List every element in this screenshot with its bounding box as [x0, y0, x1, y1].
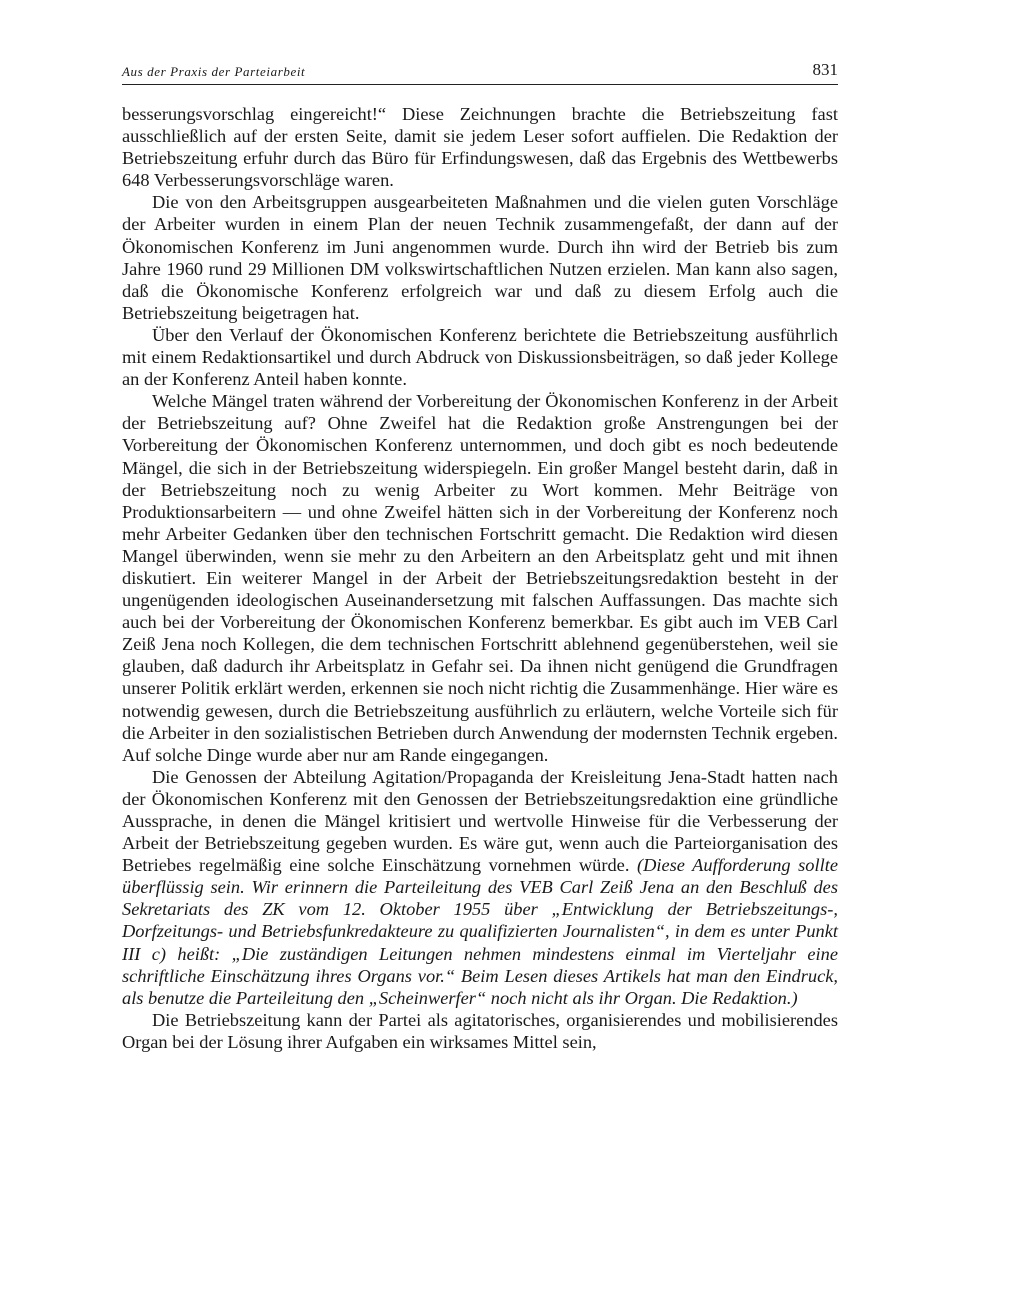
paragraph-2: Die von den Arbeitsgruppen ausgearbeiteten Maßnahmen und die vielen guten Vorschläge der Arbeiter wurden in einem Plan der neuen Technik zusammengefaßt, der dann auf der Ökonomischen Konferenz im Juni angenommen wurde. Durch ihn wird der Betrieb bis zum Jahre 1960 rund 29 Millionen DM volkswirtschaftlichen Nutzen erzielen. Man kann also sagen, daß die Ökonomische Konferenz erfolgreich war und daß zu diesem Erfolg auch die Betriebszeitung beigetragen hat. — [122, 192, 838, 323]
body-text — [122, 103, 838, 1053]
header-rule — [122, 84, 838, 85]
editorial-note: (Diese Aufforderung sollte überflüssig sein. Wir erinnern die Parteileitung des VEB Carl Zeiß Jena an den Beschluß des Sekretariats des ZK vom 12. Oktober 1955 über „Entwicklung der Betriebszeitungs-, Dorfzeitungs- und Betriebsfunkredakteure zu qualifizierten Journalisten“, in dem es unter Punkt III c) heißt: „Die zuständigen Leitungen nehmen mindestens einmal im Vierteljahr eine schriftliche Einschätzung ihres Organs vor.“ Beim Lesen dieses Artikels hat man den Eindruck, als benutze die Parteileitung den „Scheinwerfer“ noch nicht als ihr Organ. Die Redaktion.) — [122, 855, 838, 1008]
running-title: Aus der Praxis der Parteiarbeit — [122, 64, 306, 79]
paragraph-4: Welche Mängel traten während der Vorbereitung der Ökonomischen Konferenz in der Arbeit der Betriebszeitung auf? Ohne Zweifel hat die Redaktion große Anstrengungen bei der Vorbereitung der Ökonomischen Konferenz unternommen, und doch gibt es noch bedeutende Mängel, die sich in der Betriebszeitung widerspiegeln. Ein großer Mangel besteht darin, daß in der Betriebszeitung noch zu wenig Arbeiter zu Wort kommen. Mehr Beiträge von Produktionsarbeitern — und ohne Zweifel hätten sich in der Vorbereitung der Konferenz noch mehr Arbeiter Gedanken über den technischen Fortschritt gemacht. Die Redaktion wird diesen Mangel überwinden, wenn sie mehr zu den Arbeitern an den Arbeitsplatz geht und mit ihnen diskutiert. Ein weiterer Mangel in der Arbeit der Betriebszeitungsredaktion besteht in der ungenügenden ideologischen Auseinandersetzung mit falschen Auffassungen. Das machte sich auch bei der Vorbereitung der Ökonomischen Konferenz bemerkbar. Es gibt auch im VEB Carl Zeiß Jena noch Kollegen, die dem technischen Fortschritt ablehnend gegenüberstehen, weil sie glauben, daß dadurch ihr Arbeitsplatz in Gefahr sei. Da ihnen nicht genügend die Grundfragen unserer Politik erklärt werden, erkennen sie noch nicht richtig die Zusammenhänge. Hier wäre es notwendig gewesen, durch die Betriebszeitung ausführlich zu erläutern, welche Vorteile sich für die Arbeiter in den sozialistischen Betrieben durch Anwendung der modernsten Technik ergeben. Auf solche Dinge wurde aber nur am Rande eingegangen. — [122, 391, 838, 765]
paragraph-5-text: Die Genossen der Abteilung Agitation/Propaganda der Kreisleitung Jena-Stadt hatten nach der Ökonomischen Konferenz mit den Genossen der Betriebszeitungsredaktion eine gründliche Aussprache, in denen die Mängel kritisiert und wertvolle Hinweise für die Verbesserung der Arbeit der Betriebszeitung gegeben wurden. Es wäre gut, wenn auch die Parteiorganisation des Betriebes regelmäßig eine solche Einschätzung vornehmen würde. — [122, 766, 838, 876]
page-number: 831 — [812, 60, 838, 79]
paragraph-6: Die Betriebszeitung kann der Partei als agitatorisches, organisierendes und mobilisierendes Organ bei der Lösung ihrer Aufgaben ein wirksames Mittel sein, — [122, 1009, 838, 1052]
paragraph-3: Über den Verlauf der Ökonomischen Konferenz berichtete die Betriebszeitung ausführlich mit einem Redaktionsartikel und durch Abdruck von Diskussionsbeiträgen, so daß jeder Kollege an der Konferenz Anteil haben konnte. — [122, 324, 838, 390]
paragraph-5 — [122, 766, 838, 1009]
running-head — [122, 62, 838, 86]
paragraph-1: besserungsvorschlag eingereicht!“ Diese Zeichnungen brachte die Betriebszeitung fast ausschließlich auf der ersten Seite, damit sie jedem Leser sofort auffielen. Die Redaktion der Betriebszeitung erfuhr durch das Büro für Erfindungswesen, daß das Ergebnis des Wettbewerbs 648 Verbesserungsvorschläge waren. — [122, 104, 838, 191]
